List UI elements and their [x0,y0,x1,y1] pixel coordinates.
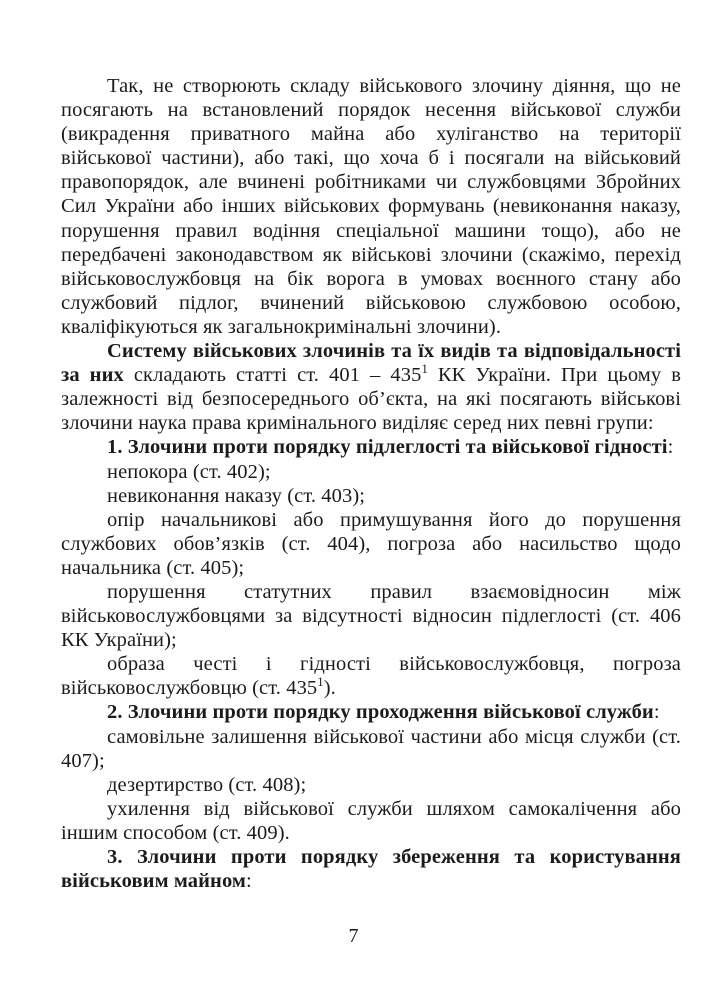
text-run: КК України. При цьому в залежності від безпосереднього об’єкта, на які посягають військові злочини наука права кримінального виділяє серед них певні групи: [61,364,681,435]
text-run: 1 [317,675,324,690]
paragraph [61,460,681,484]
text-run: : [667,436,674,459]
paragraph [61,725,681,773]
text-run: образа честі і гідності військовослужбовця, погроза військовослужбовцю (ст. 435 [61,653,681,700]
page-number: 7 [348,925,359,947]
text-run: самовільне залишення військової частини або місця служби (ст. 407); [61,725,681,772]
text-run: Так, не створюють складу військового злочину діяння, що не посягають на встановлений порядок несення військової служби (викрадення приватного майна або хуліганство на території військової частини), або такі, що хоча б і посягали на військовий правопорядок, але вчинені робітниками чи службовцями Збройних Сил України або інших військових формувань (невиконання наказу, порушення правил водіння спеціальної машини тощо), або не передбачені законодавством як військові злочини (скажімо, перехід військовослужбовця на бік ворога в умовах воєнного стану або службовий підлог, вчинений військовою службовою особою, кваліфікуються як загальнокримінальні злочини). [61,75,681,338]
page-body [61,74,681,893]
text-run: непокора (ст. 402); [107,460,271,483]
paragraph [61,435,681,459]
paragraph [61,797,681,845]
text-run: порушення статутних правил взаємовідносин між військовослужбовцями за відсутності відносин підлеглості (ст. 406 КК України); [61,580,681,652]
paragraph [61,773,681,797]
text-run: невиконання наказу (ст. 403); [107,484,366,507]
paragraph [61,339,681,435]
paragraph [61,845,681,893]
text-run: 1. Злочини проти порядку підлеглості та військової гідності [107,436,668,459]
text-run: опір начальникові або примушування його до порушення службових обов’язків (ст. 404), погроза або насильство щодо начальника (ст. 405); [61,508,681,579]
paragraph [61,484,681,508]
text-run: ). [323,677,336,700]
text-run: : [653,701,660,724]
text-run: : [246,870,252,893]
paragraph [61,652,681,700]
paragraph [61,700,681,724]
text-run: 3. Злочини проти порядку збереження та користування військовим майном [61,846,681,893]
paragraph [61,508,681,580]
text-run: ухилення від військової служби шляхом самокалічення або іншим способом (ст. 409). [61,797,681,844]
text-run: дезертирство (ст. 408); [107,773,307,796]
text-run: 1 [421,362,428,377]
text-run: 2. Злочини проти порядку проходження військової служби [107,701,654,724]
text-run: Систему військових злочинів та їх видів та відповідальності за них [61,340,681,387]
paragraph [61,580,681,652]
text-run: складають статті ст. 401 – 435 [123,364,422,387]
paragraph [61,74,681,339]
